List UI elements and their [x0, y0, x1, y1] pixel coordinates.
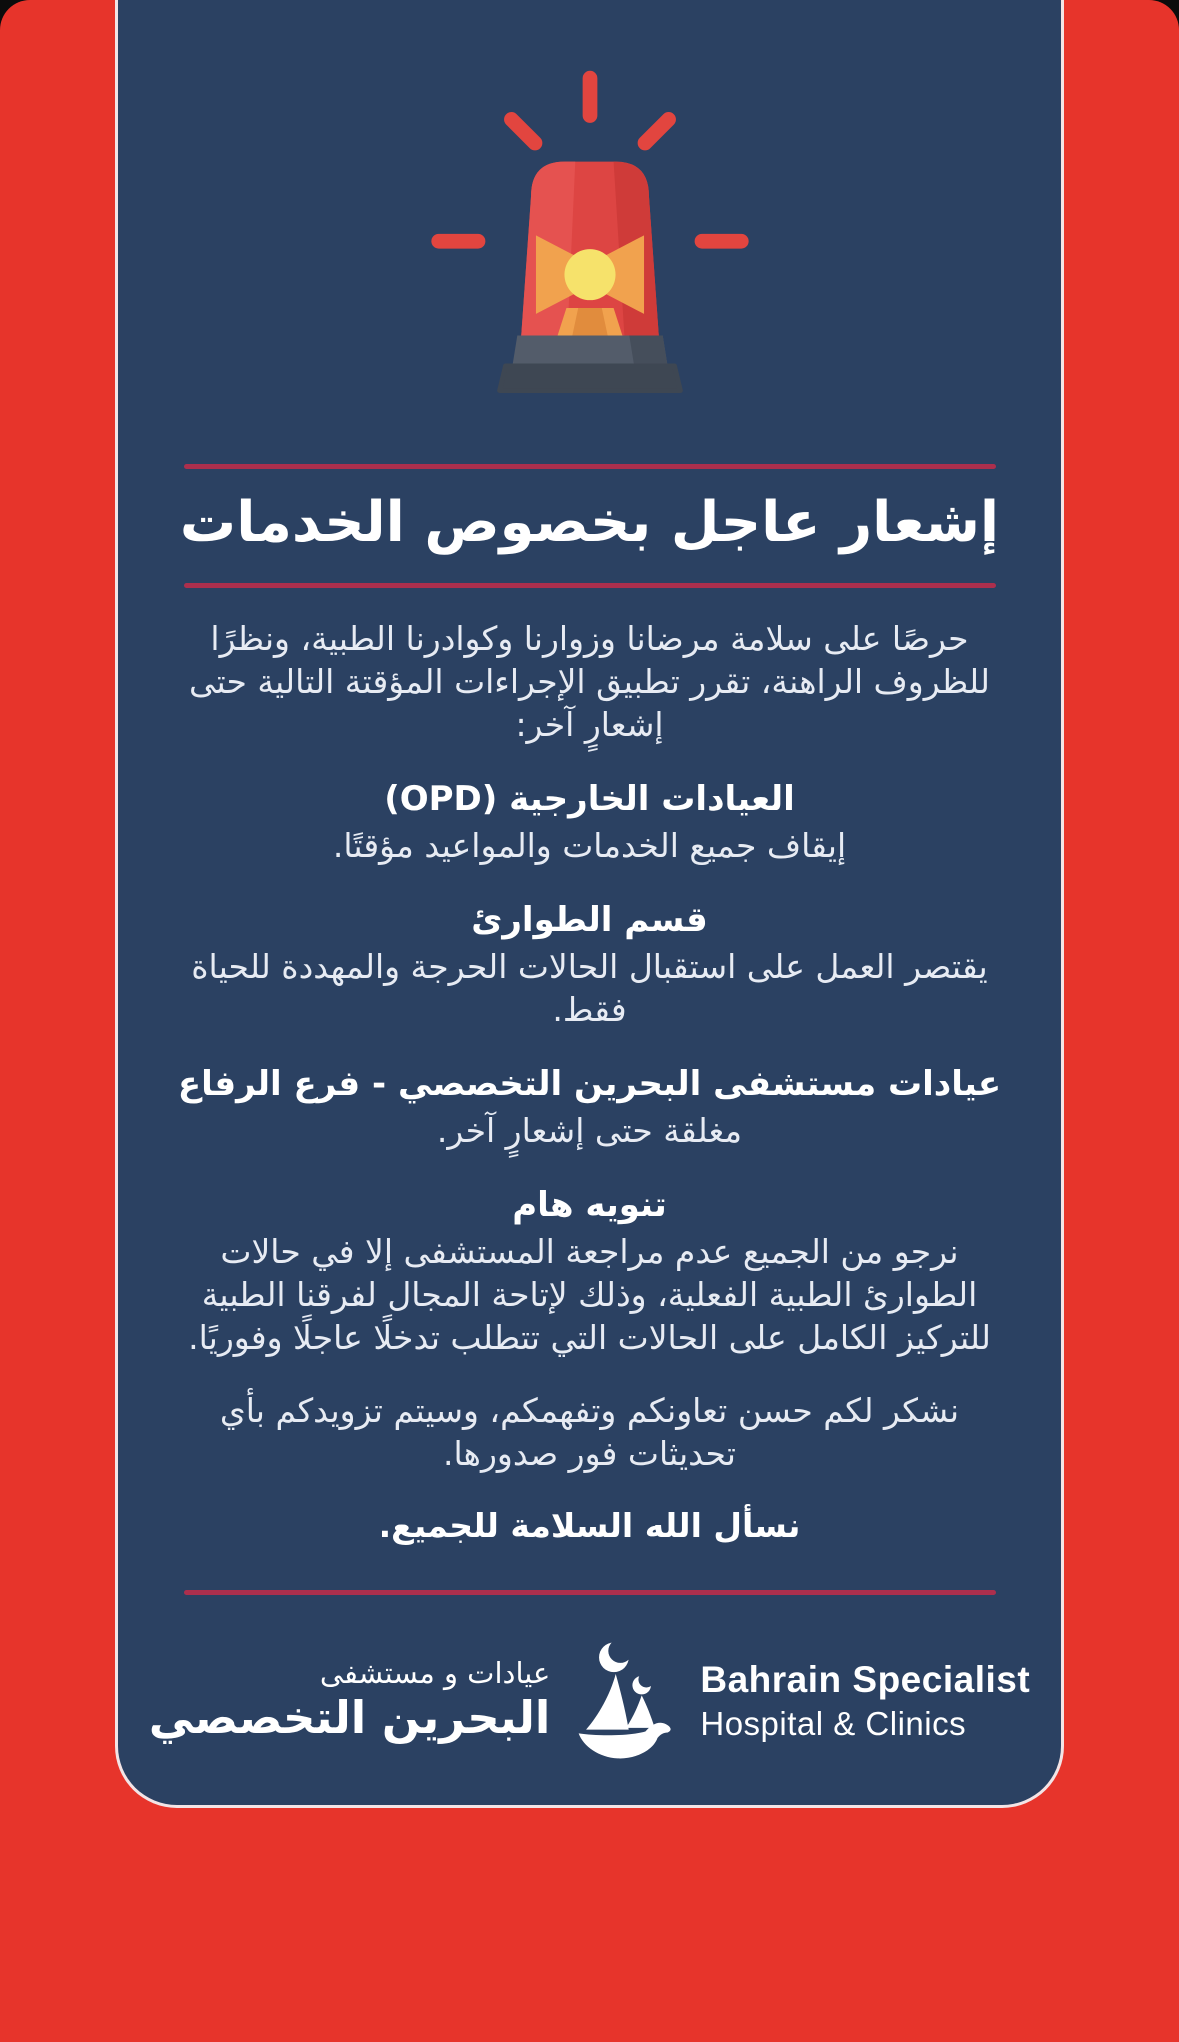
- service-section: [178, 1062, 1002, 1153]
- logo-english-name: [700, 1657, 1030, 1743]
- section-body: مغلقة حتى إشعارٍ آخر.: [436, 1110, 743, 1150]
- logo-arabic-name: [149, 1655, 551, 1745]
- logo-arabic-line1: عيادات و مستشفى: [319, 1656, 551, 1691]
- section-body: يقتصر العمل على استقبال الحالات الحرجة والمهددة للحياة فقط.: [191, 946, 988, 1029]
- farewell-text: نسأل الله السلامة للجميع.: [378, 1506, 801, 1546]
- notice-card: [115, 0, 1064, 1808]
- service-section: [178, 777, 1002, 868]
- logo-arabic-line2: البحرين التخصصي: [148, 1691, 551, 1745]
- notice-title: إشعار عاجل بخصوص الخدمات: [179, 490, 1000, 555]
- notice-intro: حرصًا على سلامة مرضانا وزوارنا وكوادرنا الطبية، ونظرًا للظروف الراهنة، تقرر تطبيق الإجراءات المؤقتة التالية حتى إشعارٍ آخر:: [189, 619, 990, 744]
- divider-line: [184, 464, 996, 469]
- section-heading: عيادات مستشفى البحرين التخصصي - فرع الرفاع: [177, 1063, 1002, 1104]
- service-section: [178, 898, 1002, 1032]
- section-heading: العيادات الخارجية (OPD): [384, 778, 795, 819]
- sailboat-hand-logo-icon: [574, 1635, 676, 1765]
- section-body: نرجو من الجميع عدم مراجعة المستشفى إلا في حالات الطوارئ الطبية الفعلية، وذلك لإتاحة المجال لفرقنا الطبية للتركيز الكامل على الحالات التي تتطلب تدخلًا عاجلًا وفوريًا.: [188, 1231, 991, 1357]
- logo-english-line1: Bahrain Specialist: [700, 1659, 1031, 1701]
- service-section: [178, 1183, 1002, 1360]
- logo-english-line2: Hospital & Clinics: [700, 1704, 967, 1742]
- siren-icon: [423, 56, 757, 396]
- divider-line: [184, 583, 996, 588]
- hospital-logo: [149, 1635, 1030, 1765]
- section-body: إيقاف جميع الخدمات والمواعيد مؤقتًا.: [332, 825, 847, 865]
- divider-line: [184, 1590, 996, 1595]
- closing-text: نشكر لكم حسن تعاونكم وتفهمكم، وسيتم تزويدكم بأي تحديثات فور صدورها.: [219, 1390, 960, 1473]
- section-heading: قسم الطوارئ: [471, 899, 708, 940]
- section-heading: تنويه هام: [512, 1184, 667, 1225]
